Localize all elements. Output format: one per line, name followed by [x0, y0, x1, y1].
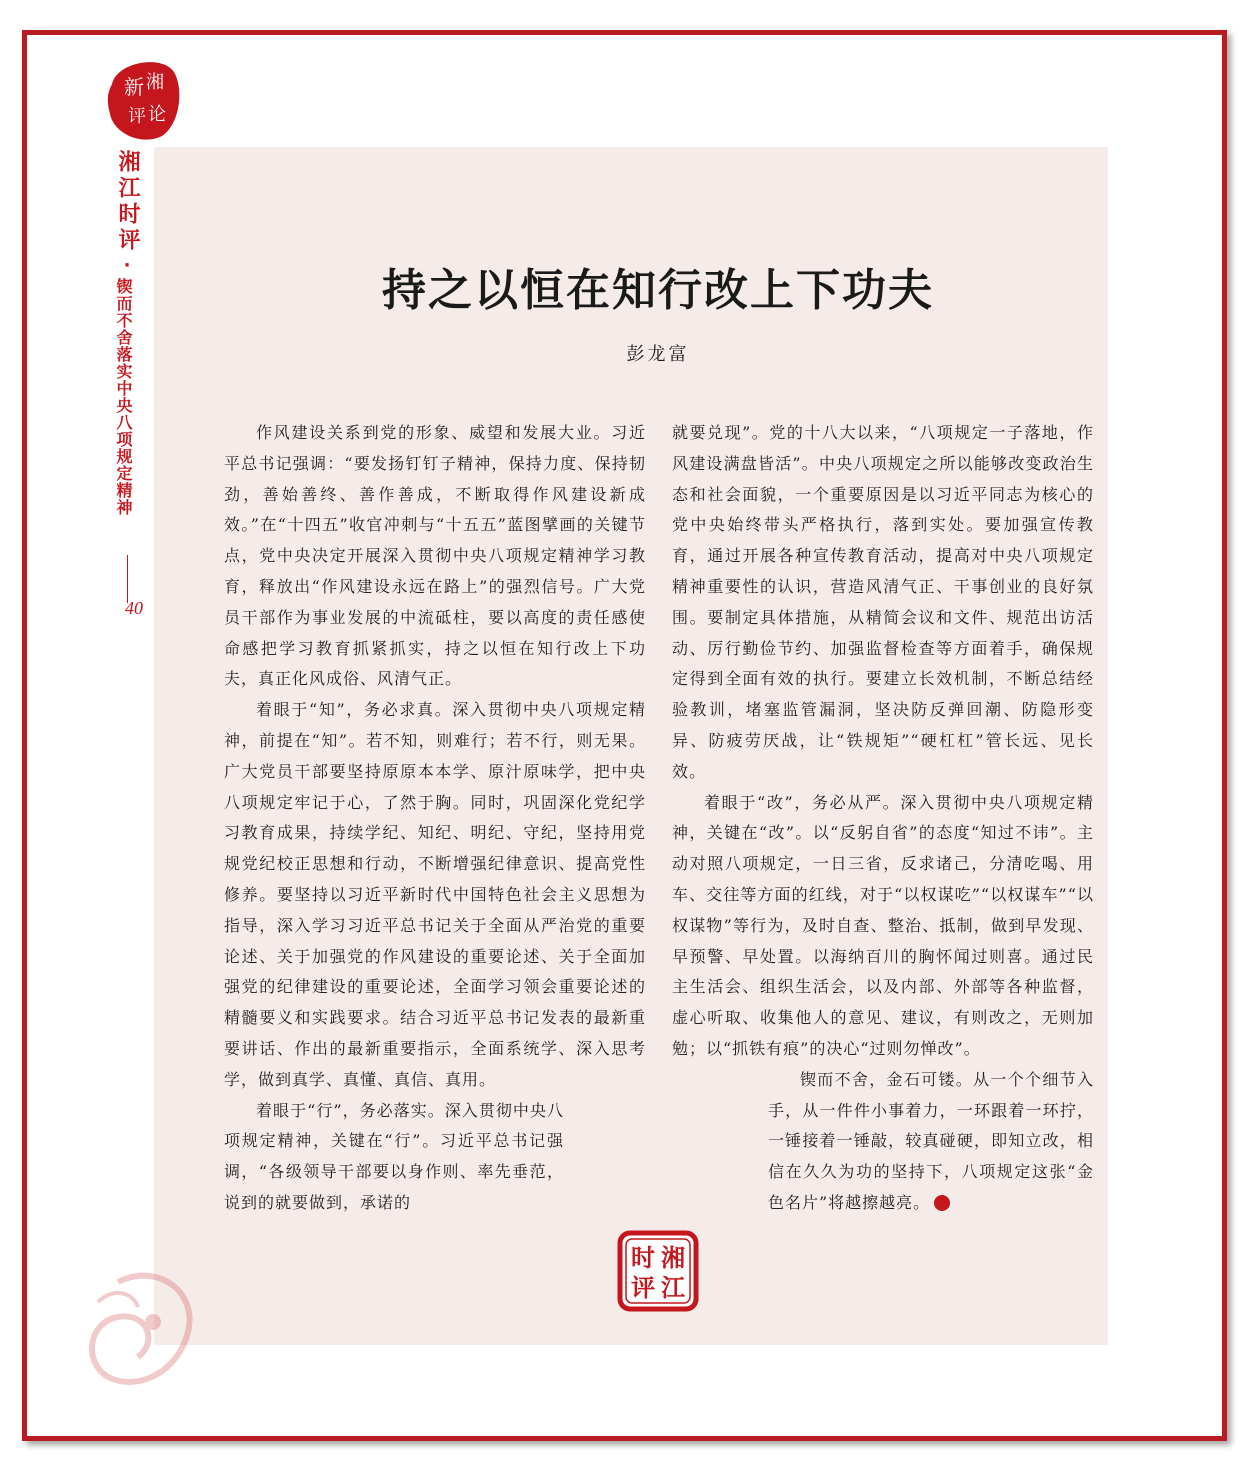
stamp-char: 时 [631, 1244, 655, 1272]
closing-text: 锲而不舍，金石可镂。从一个个细节入手，从一件件小事着力，一环跟着一环拧，一锤接着一锤敲，较真碰硬，即知立改，相信在久久为功的坚持下，八项规定这张“金色名片”将越擦越亮。 [768, 1069, 1094, 1212]
paragraph: 着眼于“行”，务必落实。深入贯彻中央八项规定精神，关键在“行”。习近平总书记强调，“各级领导干部要以身作则、率先垂范，说到的就要做到，承诺的 [224, 1100, 564, 1212]
column-section-label [114, 150, 140, 516]
side-divider [127, 555, 128, 603]
stamp-char: 评 [631, 1274, 655, 1302]
decorative-figure-icon [78, 1262, 208, 1402]
article-title: 持之以恒在知行改上下功夫 [382, 265, 934, 316]
paragraph-closing [768, 1065, 1094, 1219]
svg-text:论: 论 [148, 104, 166, 125]
stamp-char: 湘 [661, 1244, 685, 1272]
end-mark-icon [934, 1195, 950, 1211]
article-column-left [224, 418, 646, 1219]
column-topic: 锲而不舍落实中央八项规定精神 [114, 278, 133, 516]
column-name: 湘江时评 [115, 150, 140, 254]
svg-text:新: 新 [124, 75, 144, 99]
magazine-logo [102, 54, 184, 144]
svg-text:湘: 湘 [146, 72, 164, 93]
article-author: 彭龙富 [626, 344, 690, 365]
paragraph: 作风建设关系到党的形象、威望和发展大业。习近平总书记强调：“要发扬钉钉子精神，保持力度、保持韧劲，善始善终、善作善成，不断取得作风建设新成效。”在“十四五”收官冲刺与“十五五”蓝图擘画的关键节点，党中央决定开展深入贯彻中央八项规定精神学习教育，释放出“作风建设永远在路上”的强烈信号。广大党员干部作为事业发展的中流砥柱，要以高度的责任感使命感把学习教育抓紧抓实，持之以恒在知行改上下功夫，真正化风成俗、风清气正。 [224, 423, 646, 689]
paragraph: 着眼于“知”，务必求真。深入贯彻中央八项规定精神，前提在“知”。若不知，则难行；若不行，则无果。广大党员干部要坚持原原本本学、原汁原味学，把中央八项规定牢记于心，了然于胸。同时，巩固深化党纪学习教育成果，持续学纪、知纪、明纪、守纪，坚持用党规党纪校正思想和行动，不断增强纪律意识、提高党性修养。要坚持以习近平新时代中国特色社会主义思想为指导，深入学习习近平总书记关于全面从严治党的重要论述、关于加强党的作风建设的重要论述、关于全面加强党的纪律建设的重要论述，全面学习领会重要论述的精髓要义和实践要求。结合习近平总书记发表的最新重要讲话、作出的最新重要指示，全面系统学、深入思考学，做到真学、真懂、真信、真用。 [224, 700, 646, 1089]
svg-text:评: 评 [128, 106, 146, 127]
stamp-char: 江 [661, 1274, 685, 1302]
page-number: 40 [125, 598, 143, 618]
paragraph: 就要兑现”。党的十八大以来，“八项规定一子落地，作风建设满盘皆活”。中央八项规定之所以能够改变政治生态和社会面貌，一个重要原因是以习近平同志为核心的党中央始终带头严格执行，落到实处。要加强宣传教育，通过开展各种宣传教育活动，提高对中央八项规定精神重要性的认识，营造风清气正、干事创业的良好氛围。要制定具体措施，从精简会议和文件、规范出访活动、厉行勤俭节约、加强监督检查等方面着手，确保规定得到全面有效的执行。要建立长效机制，不断总结经验教训，堵塞监管漏洞，坚决防反弹回潮、防隐形变异、防疲劳厌战，让“铁规矩”“硬杠杠”管长远、见长效。 [672, 423, 1094, 781]
column-separator: · [123, 255, 131, 276]
paragraph: 着眼于“改”，务必从严。深入贯彻中央八项规定精神，关键在“改”。以“反躬自省”的态度“知过不讳”。主动对照八项规定，一日三省，反求诸己，分清吃喝、用车、交往等方面的红线，对于“以权谋吃”“以权谋车”“以权谋物”等行为，及时自查、整治、抵制，做到早发现、早预警、早处置。以海纳百川的胸怀闻过则喜。通过民主生活会、组织生活会，以及内部、外部等各种监督，虚心听取、收集他人的意见、建议，有则改之，无则加勉；以“抓铁有痕”的决心“过则勿惮改”。 [672, 792, 1094, 1058]
column-seal-stamp [617, 1230, 699, 1312]
article-column-right [672, 418, 1094, 1219]
